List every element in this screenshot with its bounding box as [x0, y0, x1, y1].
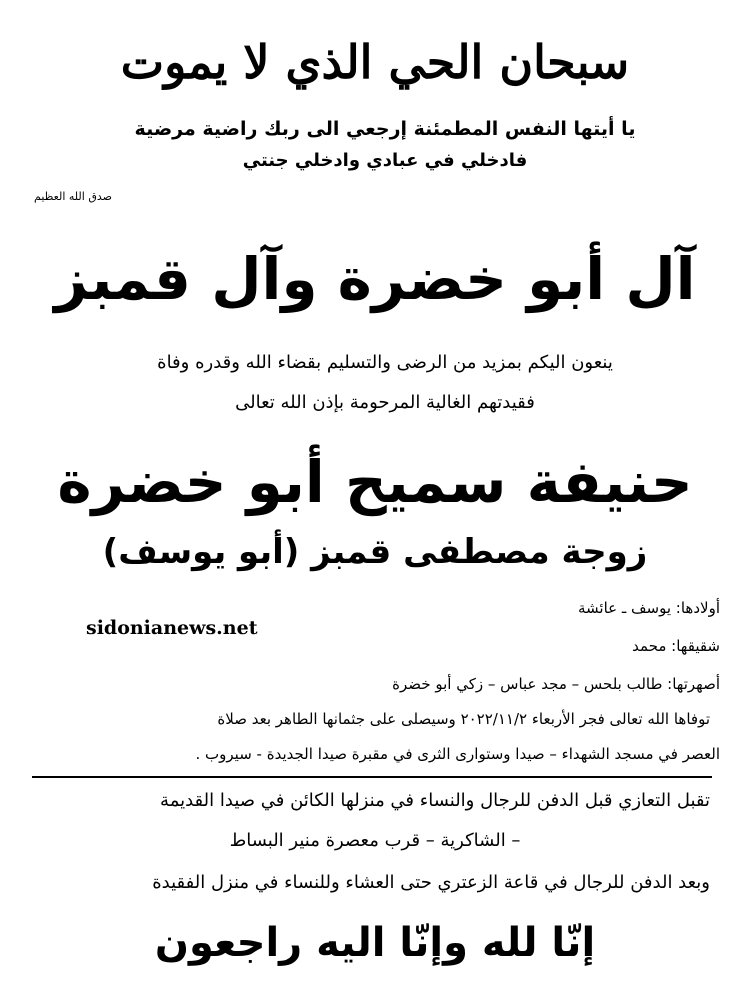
children-line: أولادها: يوسف ـ عائشة: [577, 599, 720, 617]
closing-phrase: إنّا لله وإنّا اليه راجعون: [154, 920, 596, 966]
condolence-line-3: وبعد الدفن للرجال في قاعة الزعتري حتى العشاء وللنساء في منزل الفقيدة: [152, 872, 710, 893]
in-laws-line: أصهرتها: طالب بلحس – مجد عباس – زكي أبو خضرة: [392, 675, 720, 693]
verse-line-2: فادخلي في عبادي وادخلي جنتي: [242, 150, 528, 171]
condolence-line-2: – الشاكرية – قرب معصرة منير البساط: [229, 830, 521, 851]
deceased-name: حنيفة سميح أبو خضرة: [57, 448, 693, 516]
funeral-line-2: العصر في مسجد الشهداء – صيدا وستوارى الثرى في مقبرة صيدا الجديدة - سيروب .: [195, 745, 720, 763]
wife-of-line: زوجة مصطفى قمبز (أبو يوسف): [102, 532, 648, 572]
funeral-line-1: توفاها الله تعالى فجر الأربعاء ٢٠٢٢/١١/٢ وسيصلى على جثمانها الطاهر بعد صلاة: [217, 710, 710, 728]
section-divider: [32, 776, 712, 778]
family-names: آل أبو خضرة وآل قمبز: [54, 245, 696, 313]
verse-line-1: يا أيتها النفس المطمئنة إرجعي الى ربك راضية مرضية: [134, 118, 636, 140]
announcement-line-2: فقيدتهم الغالية المرحومة بإذن الله تعالى: [235, 392, 535, 413]
site-watermark: sidonianews.net: [86, 617, 258, 639]
brother-line: شقيقها: محمد: [632, 637, 720, 655]
header-calligraphy-text: سبحان الحي الذي لا يموت: [120, 35, 630, 89]
sadaq-text: صدق الله العظيم: [34, 190, 112, 203]
condolence-line-1: تقبل التعازي قبل الدفن للرجال والنساء في منزلها الكائن في صيدا القديمة: [160, 790, 710, 811]
header-calligraphy: [120, 22, 630, 102]
announcement-line-1: ينعون اليكم بمزيد من الرضى والتسليم بقضاء الله وقدره وفاة: [157, 352, 613, 373]
